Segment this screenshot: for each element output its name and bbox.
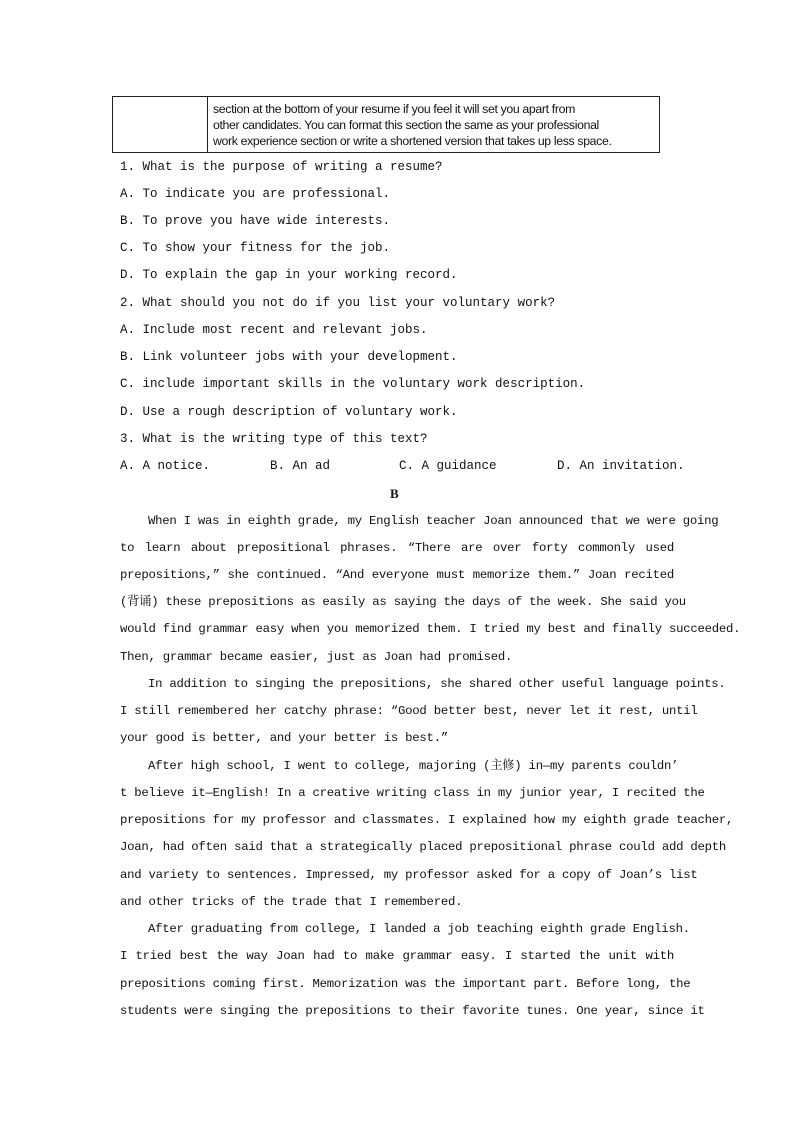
table-right-cell xyxy=(208,97,660,153)
question-1-option-a: A. To indicate you are professional. xyxy=(120,187,391,201)
passage-line: t believe it—English! In a creative writing class in my junior year, I recited the xyxy=(120,786,705,800)
section-heading: B xyxy=(390,486,399,501)
question-3-option-c: C. A guidance xyxy=(399,459,497,473)
table-line: section at the bottom of your resume if you feel it will set you apart from xyxy=(213,102,575,116)
table-line: work experience section or write a shortened version that takes up less space. xyxy=(213,134,612,148)
table-left-cell xyxy=(113,97,208,153)
passage-line: After graduating from college, I landed a job teaching eighth grade English. xyxy=(148,922,690,936)
question-1-option-d: D. To explain the gap in your working record. xyxy=(120,268,458,282)
resume-info-table xyxy=(112,96,660,153)
passage-line: prepositions coming first. Memorization was the important part. Before long, the xyxy=(120,977,691,991)
question-3-stem: 3. What is the writing type of this text? xyxy=(120,432,428,446)
passage-line: to learn about prepositional phrases. “There are over forty commonly used xyxy=(120,541,674,555)
passage-line: I tried best the way Joan had to make grammar easy. I started the unit with xyxy=(120,949,674,963)
passage-line: When I was in eighth grade, my English teacher Joan announced that we were going xyxy=(148,514,719,528)
passage-line: students were singing the prepositions to their favorite tunes. One year, since it xyxy=(120,1004,705,1018)
question-3-option-a: A. A notice. xyxy=(120,459,211,473)
passage-line: I still remembered her catchy phrase: “Good better best, never let it rest, until xyxy=(120,704,698,718)
passage-line: prepositions,” she continued. “And everyone must memorize them.” Joan recited xyxy=(120,568,674,582)
passage-line: and other tricks of the trade that I remembered. xyxy=(120,895,463,909)
passage-line: your good is better, and your better is best.” xyxy=(120,731,448,745)
passage-line: and variety to sentences. Impressed, my professor asked for a copy of Joan’s list xyxy=(120,868,698,882)
question-1-stem: 1. What is the purpose of writing a resume? xyxy=(120,160,443,174)
table-row xyxy=(113,97,660,153)
question-2-option-a: A. Include most recent and relevant jobs. xyxy=(120,323,428,337)
question-3-option-d: D. An invitation. xyxy=(557,459,685,473)
question-1-option-b: B. To prove you have wide interests. xyxy=(120,214,391,228)
passage-line: After high school, I went to college, majoring (主修) in—my parents couldn’ xyxy=(148,759,679,773)
passage-line: would find grammar easy when you memorized them. I tried my best and finally succeeded. xyxy=(120,622,741,636)
question-3-option-b: B. An ad xyxy=(270,459,331,473)
question-2-option-b: B. Link volunteer jobs with your development. xyxy=(120,350,458,364)
passage-line: (背诵) these prepositions as easily as saying the days of the week. She said you xyxy=(120,595,686,609)
question-2-option-c: C. include important skills in the voluntary work description. xyxy=(120,377,586,391)
passage-line: Joan, had often said that a strategically placed prepositional phrase could add depth xyxy=(120,840,726,854)
passage-line: In addition to singing the prepositions, she shared other useful language points. xyxy=(148,677,726,691)
question-2-stem: 2. What should you not do if you list your voluntary work? xyxy=(120,296,556,310)
question-1-option-c: C. To show your fitness for the job. xyxy=(120,241,391,255)
question-2-option-d: D. Use a rough description of voluntary work. xyxy=(120,405,458,419)
passage-line: prepositions for my professor and classmates. I explained how my eighth grade teacher, xyxy=(120,813,734,827)
passage-line: Then, grammar became easier, just as Joan had promised. xyxy=(120,650,513,664)
table-line: other candidates. You can format this section the same as your professional xyxy=(213,118,599,132)
